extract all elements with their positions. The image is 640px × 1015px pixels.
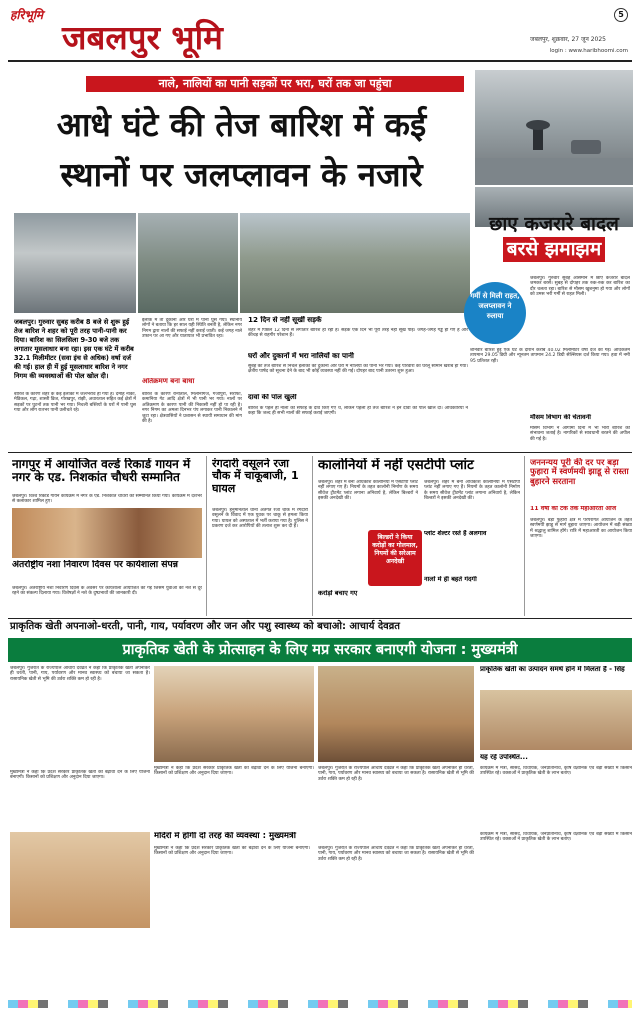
banner-line-1	[8, 618, 632, 634]
col-rule-1	[206, 456, 207, 616]
story-a-text: जबलपुर। विश्व रिकॉर्ड गायन कार्यक्रम में नगर के एड. निशकांत चौधरी को सम्मानित किया गया। कार्यक्रम में देशभर से कलाकार शामिल हुए।	[12, 494, 202, 505]
bottom-text-3: जबलपुर। गुजरात के राज्यपाल आचार्य देवव्रत ने कहा कि प्राकृतिक खेती अपनाकर ही धरती, पानी, गाय, पर्यावरण और मानव स्वास्थ्य को बचाया जा सकता है। रासायनिक खेती से भूमि की उर्वरा शक्ति कम हो रही है।	[318, 766, 474, 782]
story-d-callout	[368, 530, 422, 586]
bottom-right-text: कार्यक्रम में मंत्री, सांसद, विधायक, जनप्रतिनिधि, कृषि वैज्ञानिक एवं बड़ी संख्या में किसान उपस्थित रहे। वक्ताओं ने प्राकृतिक खेती के लाभ बताए।	[480, 766, 632, 777]
weather-highlight-text: गर्मी से मिली राहत, जलप्लावन ने रुलाया	[470, 292, 520, 320]
lead-body-2: इलाके में तो दुकानों और घरों में पानी घुस गया। स्थानीय लोगों ने बताया कि हर साल यही स्थिति बनती है, लेकिन नगर निगम द्वारा नालों की सफाई नहीं कराई जाती। कई जगह नाले उफान पर आ गए और यातायात भी प्रभावित रहा।	[142, 318, 242, 340]
story-d-sub-1: करोड़ों बचाए गए	[318, 590, 358, 597]
story-e-sub: 11 वर्षों की टक तक महाआरती आज	[530, 506, 617, 512]
bottom-sub-text-2: जबलपुर। गुजरात के राज्यपाल आचार्य देवव्रत ने कहा कि प्राकृतिक खेती अपनाकर ही धरती, पानी, गाय, पर्यावरण और मानव स्वास्थ्य को बचाया जा सकता है। रासायनिक खेती से भूमि की उर्वरा शक्ति कम हो रही है।	[318, 846, 474, 862]
lead-kicker: नाले, नालियों का पानी सड़कों पर भरा, घरों तक जा पहुंचा	[158, 77, 392, 90]
col-rule-2	[312, 456, 313, 616]
masthead-logo: हरिभूमि	[10, 8, 44, 22]
weather-body-2: शनिवार बारिश हुई एक घंटे के दौरान करीब 40.02 मिलीमीटर वर्षा दर्ज की गई। अधिकतम तापमान 29.05 डिग्री और न्यूनतम तापमान 24.2 डिग्री सेल्सियस दर्ज किया गया। हवा में नमी 95 प्रतिशत रही।	[470, 348, 630, 364]
lead-sub-2: घरों और दुकानों में भरा नालियों का पानी	[248, 352, 354, 360]
weather-highlight	[464, 282, 526, 344]
story-d-sub-3: नालों में ही बहते गंदगी	[424, 576, 477, 583]
weather-headline-box	[503, 237, 605, 262]
weather-sub: मौसम विभाग की चेतावनी	[530, 414, 591, 421]
lead-body-4: सुबह की तेज बारिश से निचले इलाकों की दुकानों और घरों में नालियों का पानी भर गया। कई परिवारों का घरेलू सामान खराब हो गया। क्षेत्रीय पार्षद को सूचना देने के बाद भी कोई व्यवस्था नहीं की गई। दोपहर बाद पानी उतरना शुरू हुआ।	[248, 364, 468, 375]
story-e-text: जबलपुर। बड़ा फुहारा क्षेत्र में परंपरागत आयोजन के तहत स्वर्णमयी झाडू से मार्ग बुहारा जाएगा। आयोजन में बड़ी संख्या में श्रद्धालु शामिल होंगे। रात्रि में महाआरती का आयोजन किया जाएगा।	[530, 518, 632, 540]
temple-photo	[10, 832, 150, 928]
lead-intro	[14, 318, 136, 388]
banner-line-1-text: प्राकृतिक खेती अपनाओ-धरती, पानी, गाय, पर्यावरण और जन और पशु स्वास्थ्य को बचाओ: आचार्य देवव्रत	[10, 621, 401, 632]
weather-headline-line-2: बरसे झमाझम	[506, 238, 602, 260]
bottom-text-1: जबलपुर। गुजरात के राज्यपाल आचार्य देवव्रत ने कहा कि प्राकृतिक खेती अपनाकर ही धरती, पानी, गाय, पर्यावरण और मानव स्वास्थ्य को बचाया जा सकता है। रासायनिक खेती से भूमि की उर्वरा शक्ति कम हो रही है।	[10, 666, 150, 682]
rain-street-photo	[475, 70, 633, 185]
story-a-head: नागपुर में आयोजित वर्ल्ड रिकार्ड गायन में नगर के एड. निशकांत चौधरी सम्मानित	[12, 458, 191, 485]
weather-headline	[475, 212, 633, 272]
story-d-head: कालोनियों में नहीं एसटीपी प्लांट	[318, 458, 474, 473]
lead-headline-line-1: आधे घंटे की तेज बारिश में कई	[56, 105, 427, 144]
lead-headline-line-2: स्थानों पर जलप्लावन के नजारे	[60, 155, 423, 194]
dateline: जबलपुर, शुक्रवार, 27 जून 2025	[530, 36, 606, 43]
flood-photo-3	[240, 213, 470, 313]
story-d-sub-2: प्लांट शेल्टर रस्ते हैं अलगाव	[424, 530, 487, 537]
flood-photo-1	[14, 213, 136, 313]
masthead	[8, 4, 632, 58]
bottom-right-sub: यह रहे उपस्थित...	[480, 754, 528, 761]
story-b-text: जबलपुर। अंतर्राष्ट्रीय नशा निवारण दिवस के अवसर पर कार्यशाला आयोजित की गई जिसमें युवाओं को नशे से दूर रहने का संकल्प दिलाया गया। विशेषज्ञों ने नशे के दुष्प्रभावों की जानकारी दी।	[12, 586, 202, 597]
lead-sub-3: दावों की पोल खुली	[248, 394, 297, 401]
bottom-sub-text: मुख्यमंत्री ने कहा कि प्रदेश सरकार प्राकृतिक खेती को बढ़ावा देने के लिए योजना बनाएगी। किसानों को प्रशिक्षण और अनुदान दिया जाएगा।	[154, 846, 310, 857]
bottom-sub: मंदिरों में होगी दो तरह की व्यवस्था : मुख्यमंत्री	[154, 832, 296, 841]
lead-body-3: बारिश के कारण रानीताल, मिलोनीगंज, गंजीपुरा, सराफा, कमानिया गेट आदि क्षेत्रों में भी पानी भर गया। नालों पर अतिक्रमण के कारण पानी की निकासी नहीं हो पा रही है। नगर निगम का अमला दिनभर पंप लगाकर पानी निकालने में जुटा रहा। क्षेत्रवासियों ने प्रशासन से स्थायी समाधान की मांग की है।	[142, 392, 242, 425]
lead-headline	[14, 100, 469, 208]
story-c-text: जबलपुर। हनुमानताल थाना अंतर्गत रजा चौक में रंगदारी वसूलने के विवाद में एक युवक पर चाकू से हमला किया गया। घायल को अस्पताल में भर्ती कराया गया है। पुलिस ने प्रकरण दर्ज कर आरोपियों की तलाश शुरू कर दी है।	[212, 508, 308, 530]
page-number: 5	[614, 8, 628, 22]
banner-line-2-text: प्राकृतिक खेती के प्रोत्साहन के लिए मप्र सरकार बनाएगी योजना : मुख्यमंत्री	[122, 642, 518, 658]
weather-body-1: जबलपुर। गुरुवार सुबह आसमान में छाए कजरारे बादल जमकर बरसे। सुबह से दोपहर तक रुक-रुक कर बारिश का दौर चलता रहा। बारिश से मौसम खुशनुमा हो गया और लोगों को उमस भरी गर्मी से राहत मिली।	[530, 276, 630, 298]
award-photo	[12, 508, 202, 558]
event-photo-1	[154, 666, 314, 762]
event-photo-3	[480, 690, 632, 750]
story-d-text-2: जबलपुर। शहर में बनी अधिकांश कालोनियों में एसटीपी प्लांट नहीं लगाए गए हैं। नियमों के तहत कालोनी निर्माण के समय सीवेज ट्रीटमेंट प्लांट लगाना अनिवार्य है, लेकिन बिल्डरों ने इसकी अनदेखी की।	[424, 480, 520, 502]
event-photo-2	[318, 666, 474, 762]
website: login : www.haribhoomi.com	[549, 48, 628, 54]
bottom-right-text-2: कार्यक्रम में मंत्री, सांसद, विधायक, जनप्रतिनिधि, कृषि वैज्ञानिक एवं बड़ी संख्या में किसान उपस्थित रहे। वक्ताओं ने प्राकृतिक खेती के लाभ बताए।	[480, 832, 632, 843]
story-e-head: जननन्यय पूरी की दर पर बड़ा फुहारा में स्वर्णमयी झाडू से रास्ता बुहारने सरताना	[530, 458, 629, 486]
section-rule-1	[8, 452, 632, 453]
lead-body-1: बारिश के कारण शहर के कई इलाकों में जलभराव हो गया है। दमोह नाका, मेडिकल, गढ़ा, शास्त्री ब्रिज, गोरखपुर, रांझी, अधारताल सहित कई क्षेत्रों में सड़कों पर घुटनों तक पानी भर गया। निचली बस्तियों के घरों में पानी घुस गया और लोग रातभर पानी उलीचते रहे।	[14, 392, 136, 414]
story-d-callout-text: बिल्डरों ने किया करोड़ों का गोलमाल, नियमों की सरेआम अनदेखी	[372, 534, 418, 565]
story-d-text: जबलपुर। शहर में बनी अधिकांश कालोनियों में एसटीपी प्लांट नहीं लगाए गए हैं। नियमों के तहत कालोनी निर्माण के समय सीवेज ट्रीटमेंट प्लांट लगाना अनिवार्य है, लेकिन बिल्डरों ने इसकी अनदेखी की।	[318, 480, 418, 502]
story-c-head: रंगदारी वसूलने रजा चौक में चाकूबाजी, 1 घायल	[212, 458, 299, 495]
lead-body-5: बारिश के पहले ही नालों की सफाई के दावे किए गए थे, लेकिन पहली ही तेज बारिश ने इन दावों की पोल खोल दी। अधिकारियों ने कहा कि जल्द ही सभी नालों की सफाई कराई जाएगी।	[248, 406, 468, 417]
weather-body-3: मौसम विभाग ने आगामी दिनों में भी भारी बारिश की संभावना जताई है। नागरिकों से सावधानी बरतने की अपील की गई है।	[530, 426, 630, 442]
bottom-right-head: प्राकृतिक खेती का उत्पादन समर्थ होने में मिलता है - सिंह	[480, 666, 625, 673]
story-b-head: अंतर्राष्ट्रीय नशा निवारण दिवस पर कार्यशाला संपन्न	[12, 560, 178, 570]
lead-intro-text: जबलपुर। गुरुवार सुबह करीब 8 बजे से शुरू हुई तेज बारिश ने शहर को पूरी तरह पानी-पानी कर दिया। बारिश का सिलसिला 9-30 बजे तक लगातार मूसलाधार बना रहा। इस एक घंटे में करीब 32.1 मिलीमीटर (सवा इंच से अधिक) वर्षा दर्ज की गई। हाल ही में हुई मूसलाधार बारिश ने नगर निगम की व्यवस्थाओं की पोल खोल दी।	[14, 318, 134, 380]
bottom-text-1b: मुख्यमंत्री ने कहा कि प्रदेश सरकार प्राकृतिक खेती को बढ़ावा देने के लिए योजना बनाएगी। किसानों को प्रशिक्षण और अनुदान दिया जाएगा।	[10, 770, 150, 781]
flood-photo-2	[138, 213, 238, 313]
weather-headline-line-1: छाए कजरारे बादल	[489, 213, 619, 235]
box-text: शहर में पिछले 12 दिनों से लगातार बारिश हो रही है। सड़कें एक दिन भी पूरी तरह नहीं सूख पाईं। जगह-जगह गड्ढे हो गए हैं और कीचड़ से राहगीर परेशान हैं।	[248, 328, 468, 339]
color-registration-strip	[8, 1000, 632, 1008]
lead-sub-1: अतिक्रमण बना बाधा	[142, 378, 195, 385]
bottom-text-2: मुख्यमंत्री ने कहा कि प्रदेश सरकार प्राकृतिक खेती को बढ़ावा देने के लिए योजना बनाएगी। किसानों को प्रशिक्षण और अनुदान दिया जाएगा।	[154, 766, 314, 777]
box-head: 12 दिन से नहीं सूखीं सड़कें	[248, 316, 322, 324]
masthead-city: जबलपुर भूमि	[62, 18, 223, 57]
lead-kicker-bar	[86, 76, 464, 92]
col-rule-3	[524, 456, 525, 616]
masthead-rule	[8, 60, 632, 62]
banner-line-2	[8, 638, 632, 662]
